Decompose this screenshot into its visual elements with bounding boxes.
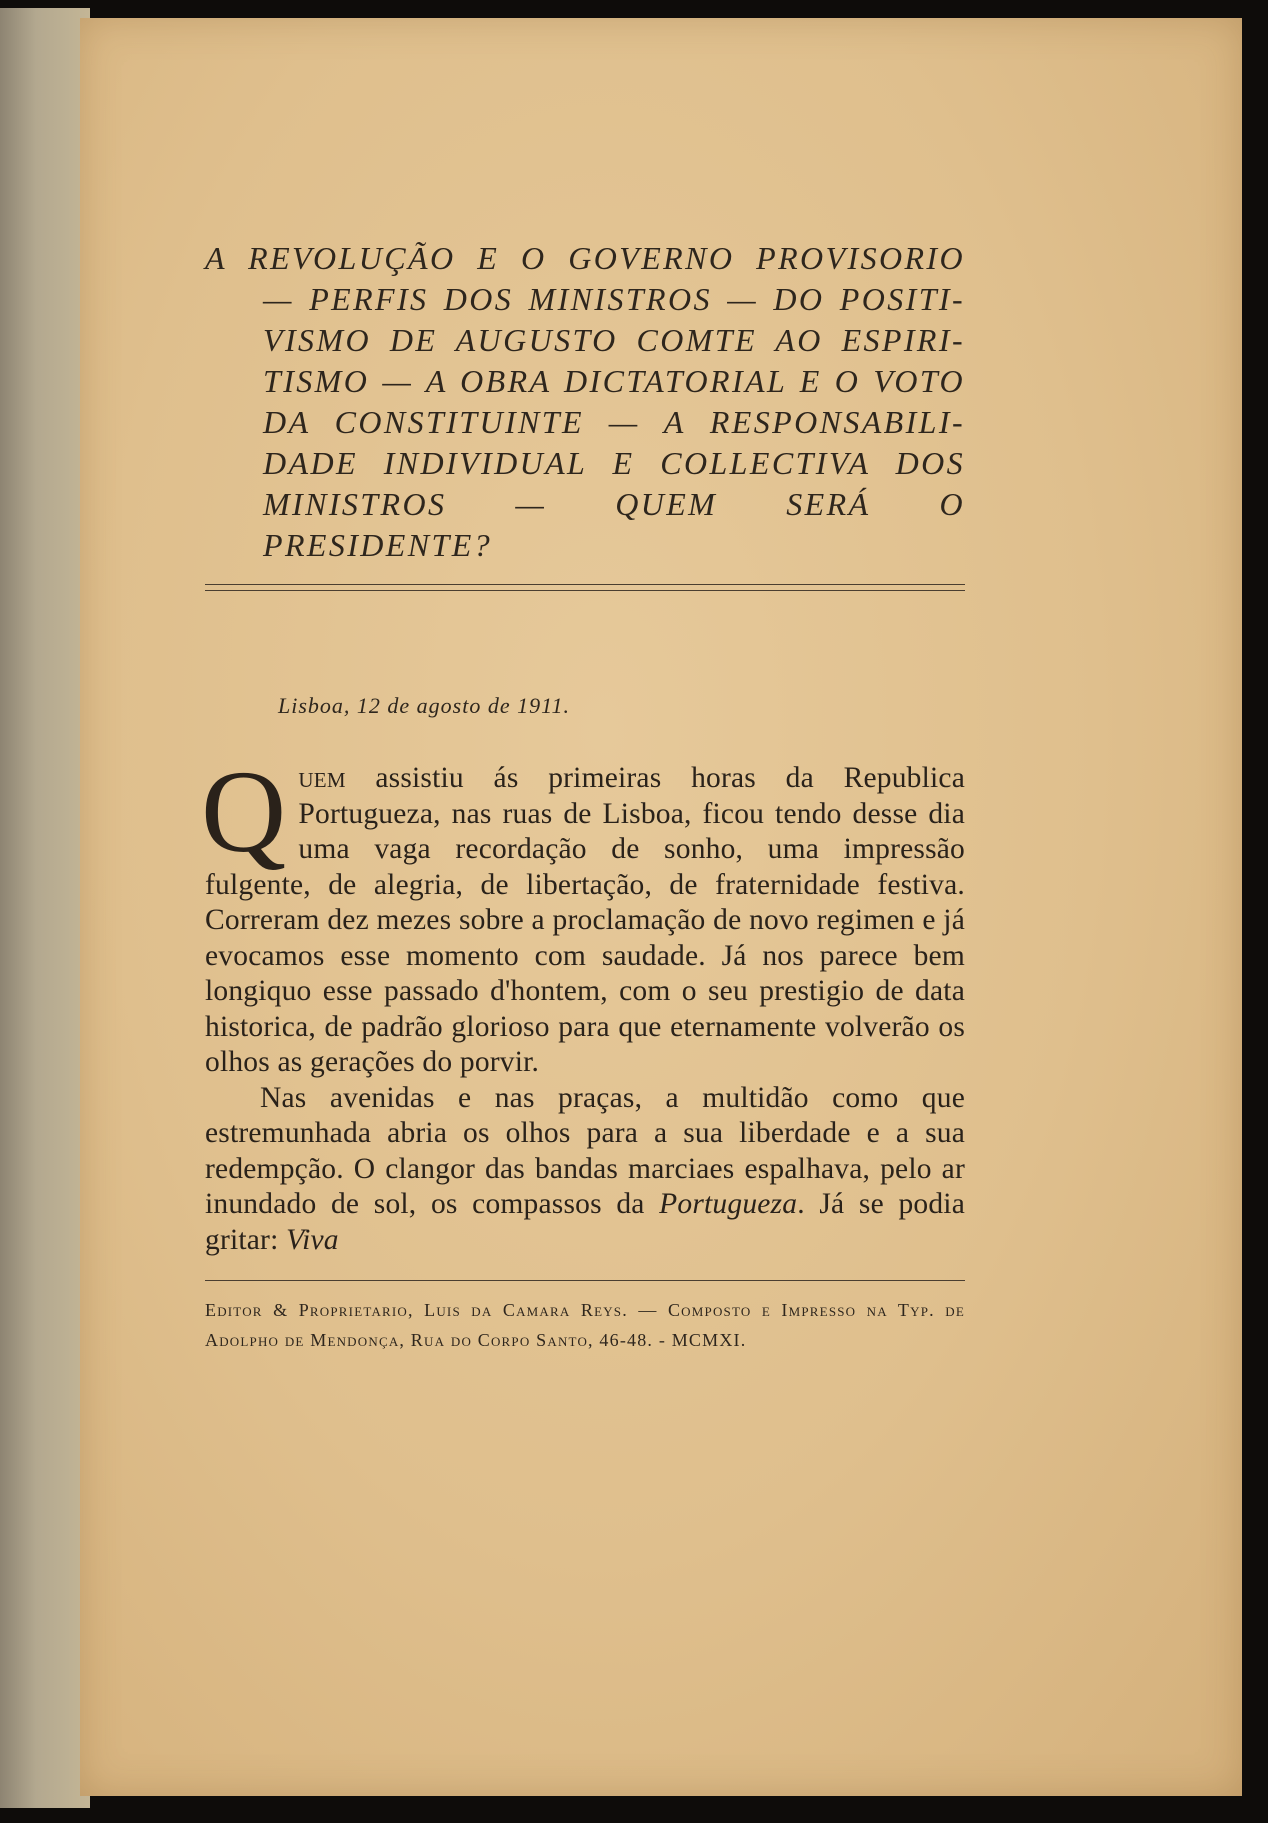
footer-divider: [205, 1280, 965, 1281]
summary-line: VISMO DE AUGUSTO COMTE AO ESPIRI-: [263, 322, 965, 358]
italic-title: Portugueza: [659, 1188, 798, 1220]
dateline: Lisboa, 12 de agosto de 1911.: [278, 693, 570, 718]
page-content: [201, 238, 965, 1355]
summary-line: — PERFIS DOS MINISTROS — DO POSITI-: [263, 281, 965, 317]
summary-line: A REVOLUÇÃO E O GOVERNO PROVISORIO: [205, 240, 965, 276]
drop-cap: Q: [201, 746, 287, 877]
paragraph-text: Nas avenidas e nas praças, a multidão como que estremunhada abria os olhos para a sua liberdade e a sua redempção. O clangor das bandas marciaes espalhava, pelo ar inundado de sol, os compassos da: [205, 1081, 965, 1220]
paragraph-text: assistiu ás primeiras horas da Republica Portugueza, nas ruas de Lisboa, ficou tendo desse dia uma vaga recordação de sonho, uma impressão fulgente, de alegria, de libertação, de fraternidade festiva. Correram dez mezes sobre a proclamação de novo regimen e já evocamos esse momento com saudade. Já nos parece bem longiquo esse passado d'hontem, com o seu prestigio de data historica, de padrão glorioso para que eternamente volverão os olhos as gerações do porvir.: [205, 762, 965, 1078]
summary-line: DA CONSTITUINTE — A RESPONSABILI-: [263, 404, 965, 440]
imprint-footer: Editor & Proprietario, Luis da Camara Reys. — Composto e Impresso na Typ. de Adolpho de Mendonça, Rua do Corpo Santo, 46-48. - MCMXI.: [205, 1300, 965, 1350]
summary-line: TISMO — A OBRA DICTATORIAL E O VOTO: [263, 363, 965, 399]
summary-line: MINISTROS — QUEM SERÁ O PRESIDENTE?: [263, 486, 965, 563]
paragraph-text: . Já se podia gritar:: [205, 1188, 965, 1256]
article-body: [201, 746, 965, 1258]
summary-line: DADE INDIVIDUAL E COLLECTIVA DOS: [263, 445, 965, 481]
first-word-smallcaps: uem: [298, 762, 346, 794]
paragraph: [205, 1081, 965, 1259]
section-divider: [205, 584, 965, 591]
italic-word: Viva: [286, 1223, 339, 1256]
article-summary: [205, 238, 965, 566]
previous-page-edge: [0, 8, 90, 1808]
paragraph: [201, 746, 965, 1081]
